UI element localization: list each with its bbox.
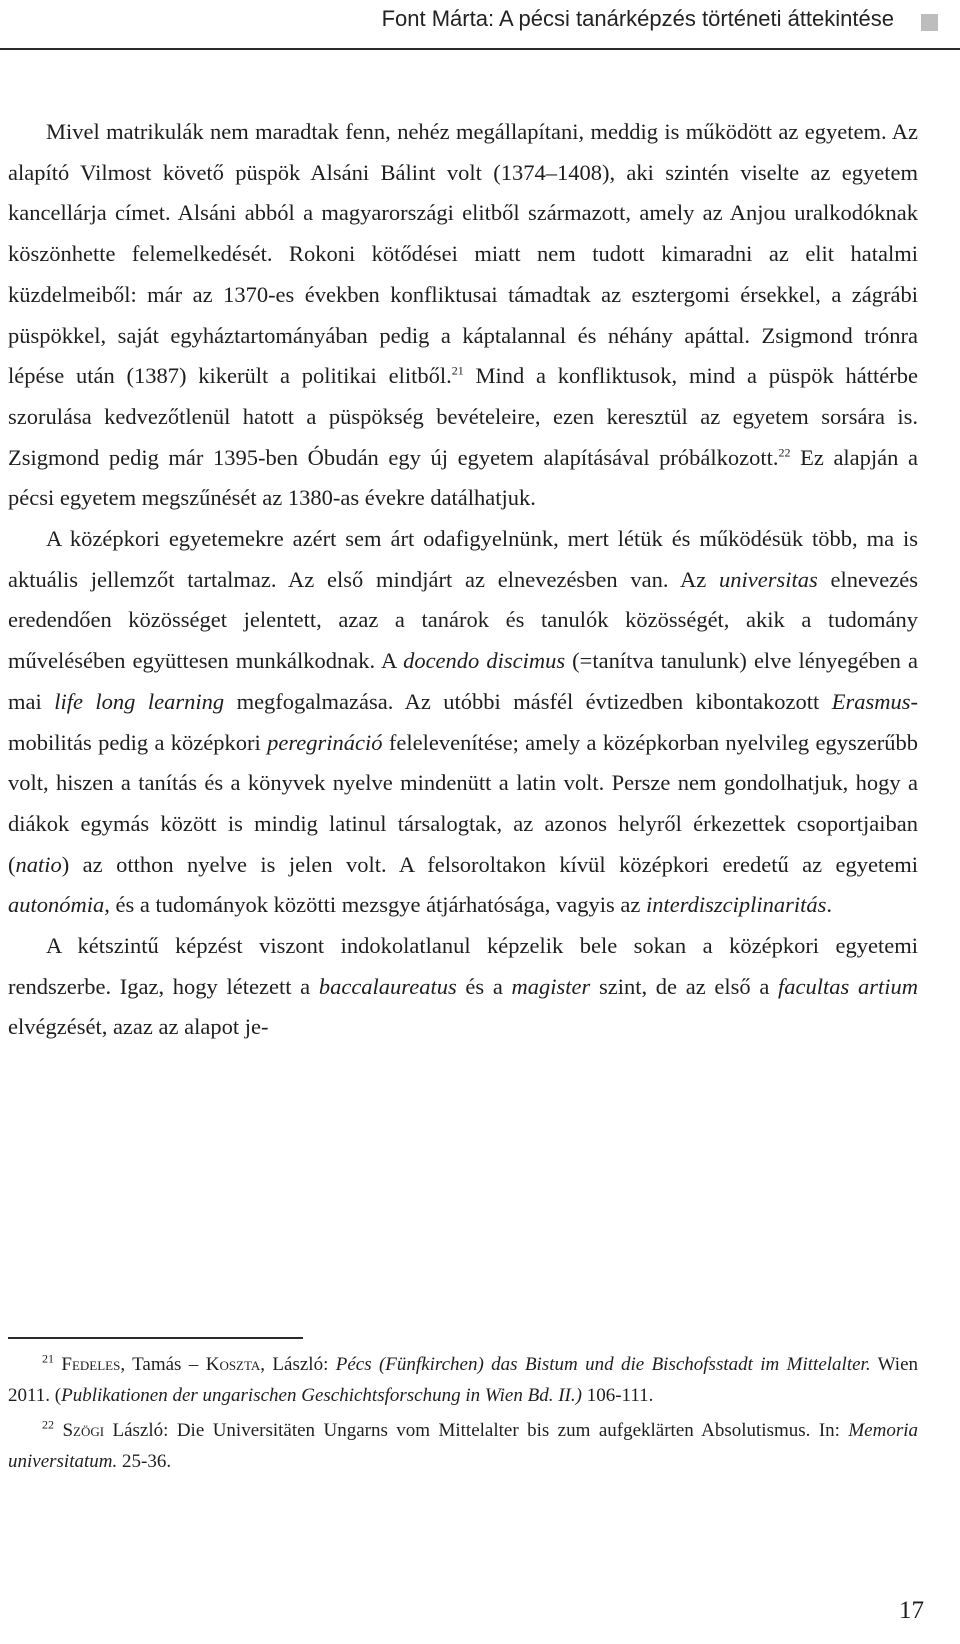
paragraph-3	[8, 926, 918, 1048]
paragraph-2-text: megfogalmazása. Az utóbbi másfél évtizedben kibontakozott	[224, 688, 832, 714]
footnote-author: Koszta	[205, 1354, 261, 1375]
paragraph-1-text-c: Ez alapján a pécsi egyetem megszűnését az 1380-as évekre datálhatjuk.	[8, 444, 918, 511]
running-title: Font Márta: A pécsi tanárképzés történeti áttekintése	[381, 6, 894, 31]
term-universitas: universitas	[719, 566, 818, 592]
footnote-book-title: Memoria universitatum.	[8, 1420, 919, 1472]
paragraph-3-text: A kétszintű képzést viszont indokolatlanul képzelik bele sokan a középkori egyetemi rendszerbe. Igaz, hogy létezett a	[8, 933, 918, 999]
footnote-separator	[8, 1337, 303, 1339]
term-docendo-discimus: docendo discimus	[403, 648, 566, 674]
paragraph-2-text: .	[826, 892, 833, 918]
term-peregrinacio: peregrináció	[267, 729, 383, 755]
footnote-text: Wien 2011. (	[8, 1354, 918, 1406]
term-autonomia: autonómia	[8, 892, 105, 918]
term-facultas-artium: facultas artium	[778, 973, 918, 999]
footnote-ref-21: 21	[451, 363, 464, 378]
term-interdiszciplinaritas: interdiszciplinaritás	[645, 892, 827, 918]
footnote-number: 22	[42, 1417, 54, 1432]
footnote-author: Fedeles	[61, 1354, 121, 1375]
paragraph-2-text: ) az otthon nyelve is jelen volt. A felsoroltakon kívül középkori eredetű az egyetemi	[61, 851, 918, 877]
footnote-series-title: Publikationen der ungarischen Geschichtsforschung in Wien Bd. II.)	[61, 1385, 582, 1406]
footnote-text: , László:	[260, 1354, 336, 1375]
term-erasmus: Erasmus	[831, 688, 911, 714]
paragraph-2-text: elnevezés eredendően közösséget jelentett, azaz a tanárok és tanulók közösségét, akik a tudomány művelésében együttesen munkálkodnak. A	[8, 566, 918, 674]
footnote-text: , Tamás –	[120, 1354, 206, 1375]
paragraph-1-text-b: Mind a konfliktusok, mind a püspök háttérbe szorulása kedvezőtlenül hatott a püspökség bevételeire, ezen keresztül az egyetem sorsára is. Zsigmond pedig már 1395-ben Óbudán egy új egyetem alapításával próbálkozott.	[8, 363, 918, 470]
paragraph-3-text: és a	[456, 973, 512, 999]
footnote-21	[8, 1349, 918, 1411]
paragraph-2-text: felelevenítése; amely a középkorban nyelvileg egyszerűbb volt, hiszen a tanítás és a könyvek nyelve mindenütt a latin volt. Persze nem gondolhatjuk, hogy a diákok egymás között is mindig latinul társalogtak, az azonos helyről érkezettek csoportjaiban (	[8, 729, 918, 877]
term-magister: magister	[511, 973, 591, 999]
term-natio: natio	[15, 851, 62, 877]
footnote-author: Szögi	[62, 1420, 105, 1441]
term-baccalaureatus: baccalaureatus	[318, 973, 457, 999]
footnote-text: 25-36.	[117, 1451, 172, 1472]
paragraph-1-text-a: Mivel matrikulák nem maradtak fenn, nehéz megállapítani, meddig is működött az egyetem. Az alapító Vilmost követő püspök Alsáni Bálint volt (1374–1408), aki szintén viselte az egyetem kancellárja címet. Alsáni abból a magyarországi elitből származott, amely az Anjou uralkodóknak köszönhette felemelkedését. Rokoni kötődései miatt nem tudott kimaradni az elit hatalmi küzdelmeiből: már az 1370-es években konfliktusai támadtak az esztergomi érsekkel, a zágrábi püspökkel, saját egyháztartományában pedig a káptalannal és néhány apáttal. Zsigmond trónra lépése után (1387) kikerült a politikai elitből.	[8, 119, 918, 389]
running-header	[0, 0, 960, 50]
footnote-ref-22: 22	[778, 445, 791, 460]
footnote-22	[8, 1415, 918, 1477]
paragraph-3-text: szint, de az első a	[590, 973, 779, 999]
term-life-long-learning: life long learning	[54, 688, 225, 714]
paragraph-2-text: A középkori egyetemekre azért sem árt odafigyelnünk, mert létük és működésük több, ma is aktuális jellemzőt tartalmaz. Az első mindjárt az elnevezésben van. Az	[8, 526, 918, 592]
header-square-marker	[921, 14, 938, 31]
footnote-number: 21	[42, 1351, 54, 1366]
paragraph-2	[8, 519, 918, 926]
paragraph-2-text: (=tanítva tanulunk) elve lényegében a mai	[8, 648, 918, 714]
footnotes	[8, 1349, 918, 1481]
page-number: 17	[899, 1597, 924, 1624]
footnote-text: László: Die Universitäten Ungarns vom Mittelalter bis zum aufgeklärten Absolutismus. In:	[104, 1420, 849, 1441]
footnote-book-title: Pécs (Fünfkirchen) das Bistum und die Bischofsstadt im Mittelalter.	[335, 1354, 871, 1375]
paragraph-2-text: -mobilitás pedig a középkori	[8, 688, 918, 755]
paragraph-3-text: elvégzését, azaz az alapot je-	[8, 1014, 269, 1040]
main-text	[8, 112, 918, 1048]
footnote-text: 106-111.	[581, 1385, 654, 1406]
paragraph-2-text: , és a tudományok közötti mezsgye átjárhatósága, vagyis az	[104, 892, 646, 918]
paragraph-1	[8, 112, 918, 519]
